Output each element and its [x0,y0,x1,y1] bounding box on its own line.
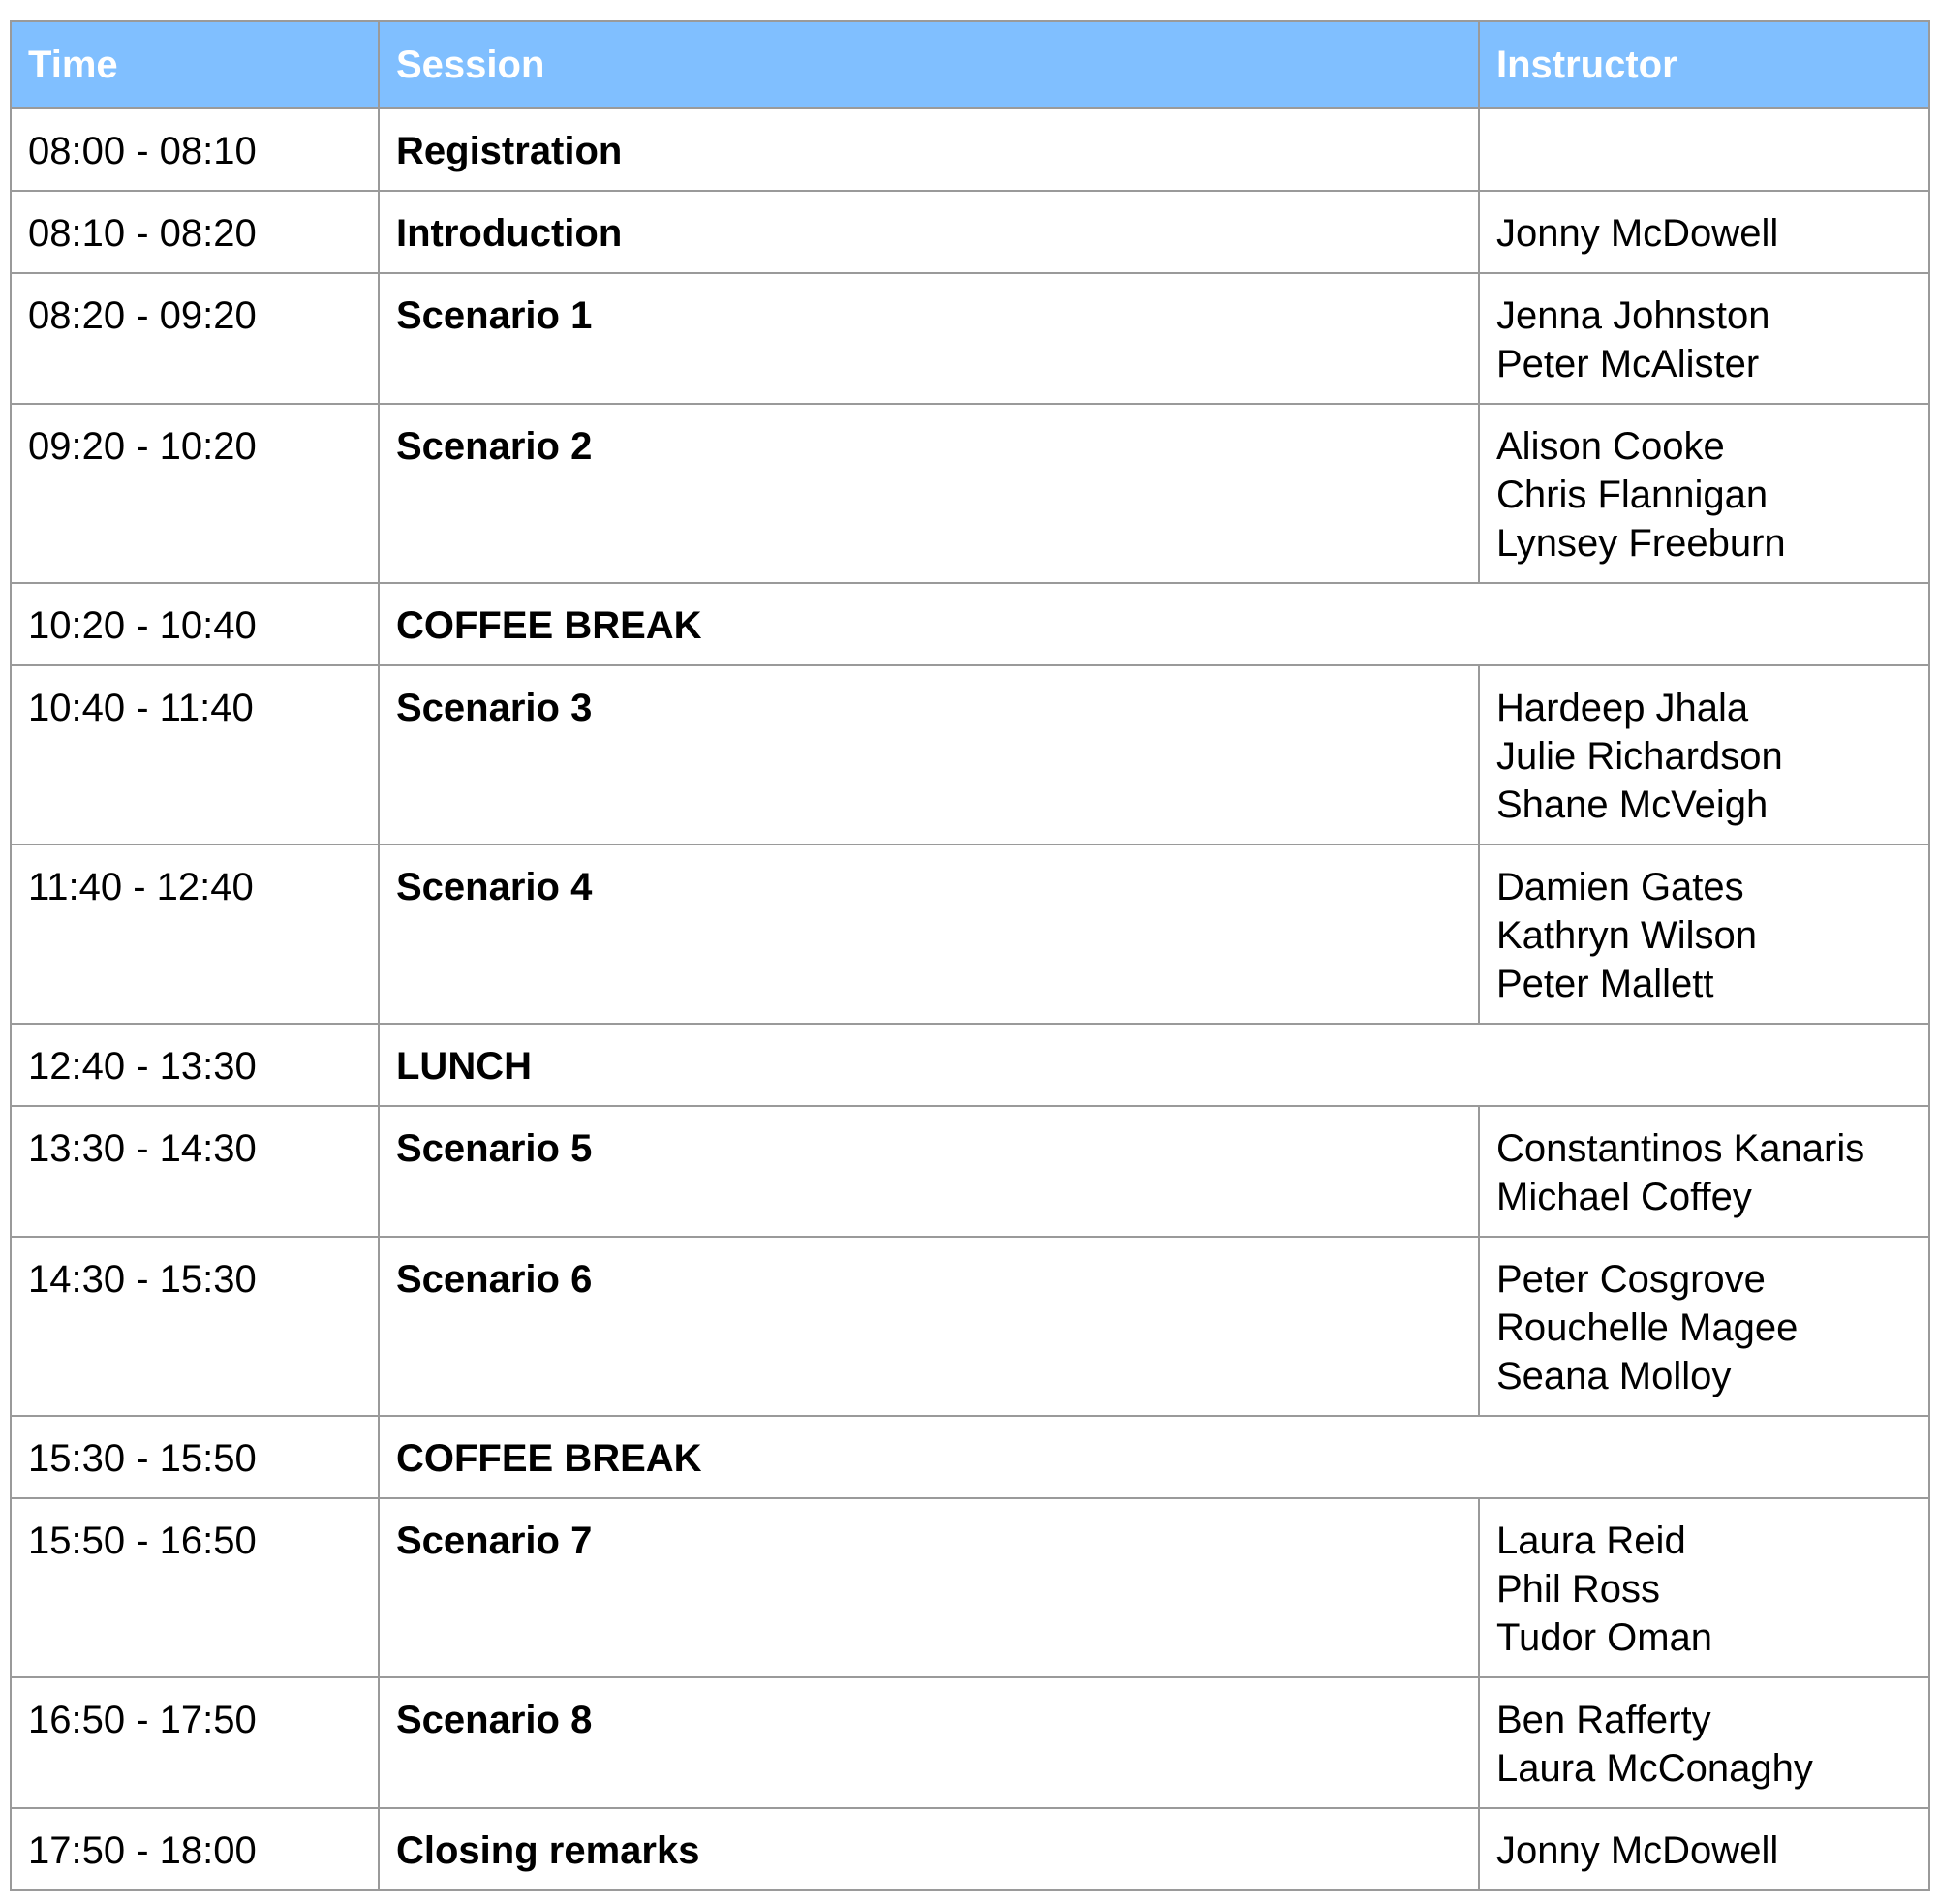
instructor-cell [1479,845,1929,1024]
session-cell: Scenario 6 [379,1237,1479,1416]
table-row [11,1498,1929,1677]
table-row [11,1677,1929,1808]
session-cell: Scenario 7 [379,1498,1479,1677]
schedule-table [10,20,1930,1891]
instructor-cell [1479,665,1929,845]
instructor-name: Ben Rafferty [1496,1699,1711,1741]
instructor-name: Kathryn Wilson [1496,914,1757,957]
instructor-name: Peter Cosgrove [1496,1258,1766,1301]
session-cell: Scenario 2 [379,404,1479,583]
table-row [11,191,1929,273]
table-row [11,1808,1929,1890]
instructor-name: Laura Reid [1496,1520,1686,1562]
time-cell: 10:20 - 10:40 [11,583,379,665]
instructor-name: Hardeep Jhala [1496,687,1749,729]
session-cell: Closing remarks [379,1808,1479,1890]
instructor-cell [1479,404,1929,583]
instructor-name: Constantinos Kanaris [1496,1127,1865,1170]
table-row [11,404,1929,583]
instructor-cell [1479,1498,1929,1677]
table-row [11,108,1929,191]
instructor-name: Jonny McDowell [1496,212,1779,255]
time-cell: 08:00 - 08:10 [11,108,379,191]
session-cell: LUNCH [379,1024,1929,1106]
instructor-name: Damien Gates [1496,866,1744,908]
time-cell: 14:30 - 15:30 [11,1237,379,1416]
instructor-name: Chris Flannigan [1496,474,1769,516]
instructor-name: Jonny McDowell [1496,1829,1779,1872]
table-row [11,845,1929,1024]
instructor-name: Julie Richardson [1496,735,1783,778]
instructor-name: Shane McVeigh [1496,783,1769,826]
time-cell: 09:20 - 10:20 [11,404,379,583]
instructor-name: Lynsey Freeburn [1496,522,1786,565]
time-cell: 10:40 - 11:40 [11,665,379,845]
time-cell: 16:50 - 17:50 [11,1677,379,1808]
instructor-cell [1479,1237,1929,1416]
time-cell: 15:30 - 15:50 [11,1416,379,1498]
schedule-body [11,108,1929,1890]
session-cell: COFFEE BREAK [379,1416,1929,1498]
time-cell: 12:40 - 13:30 [11,1024,379,1106]
instructor-cell [1479,1106,1929,1237]
session-cell: COFFEE BREAK [379,583,1929,665]
header-row [11,21,1929,108]
table-row [11,1237,1929,1416]
instructor-name: Peter McAlister [1496,343,1760,385]
instructor-name: Michael Coffey [1496,1176,1752,1218]
time-cell: 13:30 - 14:30 [11,1106,379,1237]
instructor-cell [1479,273,1929,404]
instructor-cell [1479,108,1929,191]
instructor-name: Alison Cooke [1496,425,1725,468]
table-row [11,273,1929,404]
session-cell: Registration [379,108,1479,191]
instructor-cell [1479,1808,1929,1890]
time-cell: 08:10 - 08:20 [11,191,379,273]
instructor-name: Peter Mallett [1496,963,1714,1005]
session-cell: Scenario 1 [379,273,1479,404]
table-row [11,583,1929,665]
header-session: Session [379,21,1479,108]
instructor-name: Rouchelle Magee [1496,1306,1799,1349]
instructor-name: Tudor Oman [1496,1616,1713,1659]
instructor-name: Laura McConaghy [1496,1747,1813,1790]
table-row [11,665,1929,845]
table-row [11,1416,1929,1498]
session-cell: Introduction [379,191,1479,273]
instructor-name: Seana Molloy [1496,1355,1732,1397]
instructor-cell [1479,191,1929,273]
session-cell: Scenario 4 [379,845,1479,1024]
header-time: Time [11,21,379,108]
session-cell: Scenario 3 [379,665,1479,845]
instructor-name: Jenna Johnston [1496,294,1770,337]
table-row [11,1024,1929,1106]
time-cell: 17:50 - 18:00 [11,1808,379,1890]
instructor-cell [1479,1677,1929,1808]
session-cell: Scenario 8 [379,1677,1479,1808]
table-row [11,1106,1929,1237]
header-instructor: Instructor [1479,21,1929,108]
time-cell: 15:50 - 16:50 [11,1498,379,1677]
time-cell: 11:40 - 12:40 [11,845,379,1024]
time-cell: 08:20 - 09:20 [11,273,379,404]
instructor-name: Phil Ross [1496,1568,1660,1611]
session-cell: Scenario 5 [379,1106,1479,1237]
